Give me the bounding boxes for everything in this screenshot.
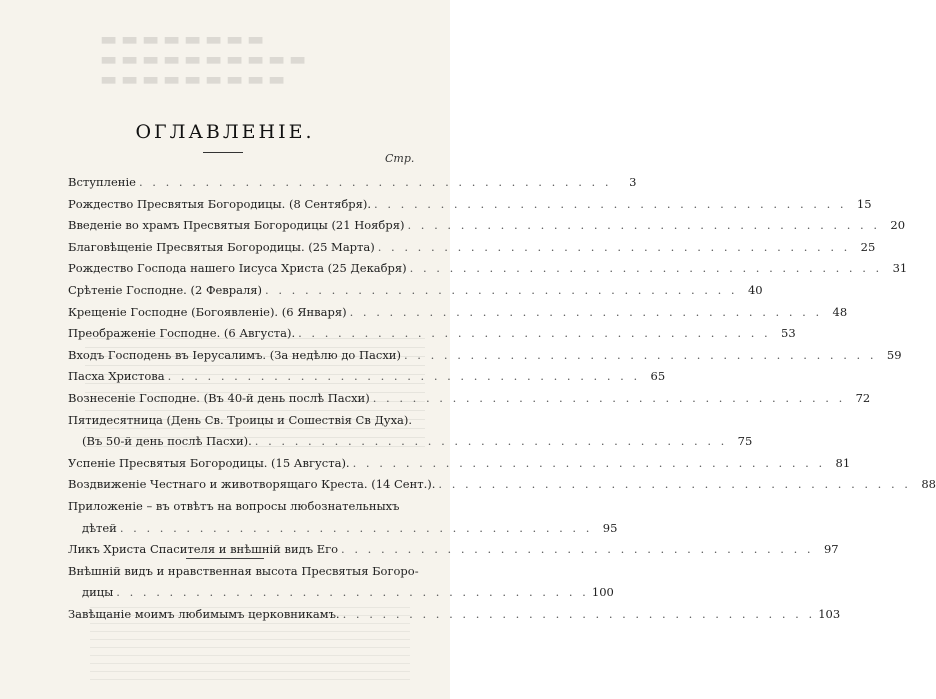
toc-entry-title: Вознесеніе Господне. (Въ 40-й день послѣ Пасхи) xyxy=(68,390,370,405)
bottom-rule xyxy=(186,558,264,559)
toc-entry-page: 88 xyxy=(921,477,936,492)
toc-entry-page: 72 xyxy=(855,390,871,405)
toc-entry-title: Успеніе Пресвятыя Богородицы. (15 Августа). xyxy=(68,455,350,470)
toc-entry-page: 53 xyxy=(781,326,796,341)
toc-entry-page: 48 xyxy=(832,304,848,319)
show-through-text: ▬▬▬▬▬▬▬▬ ▬▬▬▬▬▬▬▬▬▬ ▬▬▬▬▬▬▬▬▬ xyxy=(100,29,311,90)
toc-entry xyxy=(68,237,876,259)
toc-entry-page: 25 xyxy=(860,239,876,254)
toc-entry-page: 65 xyxy=(650,369,666,384)
toc-entry-page: 20 xyxy=(890,218,906,233)
toc-entry xyxy=(68,194,872,216)
toc-leader-dots: . . . . . . . . . . . . . . . . . . . . . . . . . . . . . . . . . . . . xyxy=(377,239,851,254)
toc-leader-dots: . . . . . . . . . . . . . . . . . . . . . . . . . . . . . . . . . . . . xyxy=(119,520,593,535)
toc-entry xyxy=(68,561,419,583)
toc-entry-title: Рождество Господа нашего Іисуса Христа (25 Декабря) xyxy=(68,261,407,276)
toc-entry-page: 59 xyxy=(886,347,902,362)
toc-entry-title: Благовѣщеніе Пресвятыя Богородицы. (25 Марта) xyxy=(68,239,375,254)
toc-entry-page: 103 xyxy=(818,606,841,621)
toc-leader-dots: . . . . . . . . . . . . . . . . . . . . . . . . . . . . . . . . . . . . xyxy=(403,347,877,362)
toc-entry-page: 3 xyxy=(629,175,637,189)
toc-entry xyxy=(68,302,848,324)
toc-entry xyxy=(68,388,871,410)
toc-entry xyxy=(68,172,637,194)
toc-entry-title: Приложеніе – въ отвѣтъ на вопросы любознательныхъ xyxy=(68,498,400,513)
toc-entry-page: 31 xyxy=(892,261,908,276)
toc-entry-title: Введеніе во храмъ Пресвятыя Богородицы (21 Ноября) xyxy=(68,218,405,233)
toc-entry xyxy=(68,258,908,280)
toc-entry-title: Пятидесятница (День Св. Троицы и Сошествія Св Духа). xyxy=(68,412,413,427)
title-rule xyxy=(203,152,243,153)
toc-entry-page: 100 xyxy=(591,585,614,600)
toc-entry xyxy=(68,518,618,540)
toc-entry-title: дѣтей xyxy=(82,520,117,535)
toc-entry-title: Воздвиженіе Честнаго и животворящаго Креста. (14 Сент.). xyxy=(68,477,436,492)
toc-entry-title: Крещеніе Господне (Богоявленіе). (6 Января) xyxy=(68,304,347,319)
toc-entry xyxy=(68,431,753,453)
toc-leader-dots: . . . . . . . . . . . . . . . . . . . . . . . . . . . . . . . . . . . . xyxy=(409,261,883,276)
toc-entry xyxy=(68,496,416,518)
toc-entry xyxy=(68,453,851,475)
toc-leader-dots: . . . . . . . . . . . . . . . . . . . . . . . . . . . . . . . . . . . . xyxy=(265,282,738,297)
toc-entry-title: Завѣщаніе моимъ любимымъ церковникамъ. xyxy=(68,606,340,621)
toc-leader-dots: . . . . . . . . . . . . . . . . . . . . . . . . . . . . . . . . . . . . xyxy=(298,326,771,341)
toc-entry xyxy=(68,280,763,302)
toc-entry xyxy=(68,474,936,496)
toc-entry-page: 15 xyxy=(856,196,872,211)
toc-entry-title: (Въ 50-й день послѣ Пасхи). xyxy=(82,434,252,449)
toc-entry xyxy=(68,604,841,626)
toc-leader-dots: . . . . . . . . . . . . . . . . . . . . . . . . . . . . . . . . . . . . xyxy=(374,196,847,211)
toc-leader-dots: . . . . . . . . . . . . . . . . . . . . . . . . . . . . . . . . . . . . xyxy=(352,455,826,470)
toc-leader-dots: . . . . . . . . . . . . . . . . . . . . . . . . . . . . . . . . . . . . xyxy=(407,218,881,233)
page-title: ОГЛАВЛЕНІЕ. xyxy=(135,121,315,143)
toc-entry-page: 95 xyxy=(602,520,618,535)
toc-leader-dots: . . . . . . . . . . . . . . . . . . . . . . . . . . . . . . . . . . . . xyxy=(167,369,641,384)
toc-entry-title: Срѣтеніе Господне. (2 Февраля) xyxy=(68,282,263,297)
toc-leader-dots: . . . . . . . . . . . . . . . . . . . . . . . . . . . . . . . . . . . . xyxy=(438,477,911,492)
toc-leader-dots: . . . . . . . . . . . . . . . . . . . . . . . . . . . . . . . . . . . . xyxy=(372,390,846,405)
toc-entry-title: дицы xyxy=(82,585,114,600)
toc-entry-title: Преображеніе Господне. (6 Августа). xyxy=(68,326,296,341)
toc-entry xyxy=(68,366,666,388)
toc-leader-dots: . . . . . . . . . . . . . . . . . . . . . . . . . . . . . . . . . . . . xyxy=(341,542,814,557)
toc-entry-title: Внѣшній видъ и нравственная высота Пресвятыя Богоро- xyxy=(68,563,419,578)
toc-entry-page: 97 xyxy=(823,542,839,557)
toc-entry-title: Рождество Пресвятыя Богородицы. (8 Сентября). xyxy=(68,196,372,211)
toc-entry-page: 81 xyxy=(835,455,851,470)
toc-entry xyxy=(68,323,796,345)
toc-leader-dots: . . . . . . . . . . . . . . . . . . . . . . . . . . . . . . . . . . . . xyxy=(342,606,816,621)
toc-leader-dots: . . . . . . . . . . . . . . . . . . . . . . . . . . . . . . . . . . . . xyxy=(349,304,823,319)
toc-entry xyxy=(68,215,906,237)
toc-entry-title: Вступленіе xyxy=(68,175,136,189)
toc-entry xyxy=(68,582,614,604)
page-column-label: Стр. xyxy=(385,152,415,165)
toc-leader-dots: . . . . . . . . . . . . . . . . . . . . . . . . . . . . . . . . . . . . xyxy=(116,585,589,600)
toc-entry-title: Входъ Господень въ Іерусалимъ. (За недѣлю до Пасхи) xyxy=(68,347,401,362)
toc-entry xyxy=(68,345,902,367)
toc-leader-dots: . . . . . . . . . . . . . . . . . . . . . . . . . . . . . . . . . . . . xyxy=(138,175,612,189)
toc-entry-title: Ликъ Христа Спасителя и внѣшній видъ Его xyxy=(68,542,339,557)
toc-entry-page: 75 xyxy=(737,434,753,449)
toc-leader-dots: . . . . . . . . . . . . . . . . . . . . . . . . . . . . . . . . . . . . xyxy=(254,434,728,449)
toc-entry-page: 40 xyxy=(747,282,763,297)
toc-entry xyxy=(68,410,416,432)
toc-entry-title: Пасха Христова xyxy=(68,369,165,384)
